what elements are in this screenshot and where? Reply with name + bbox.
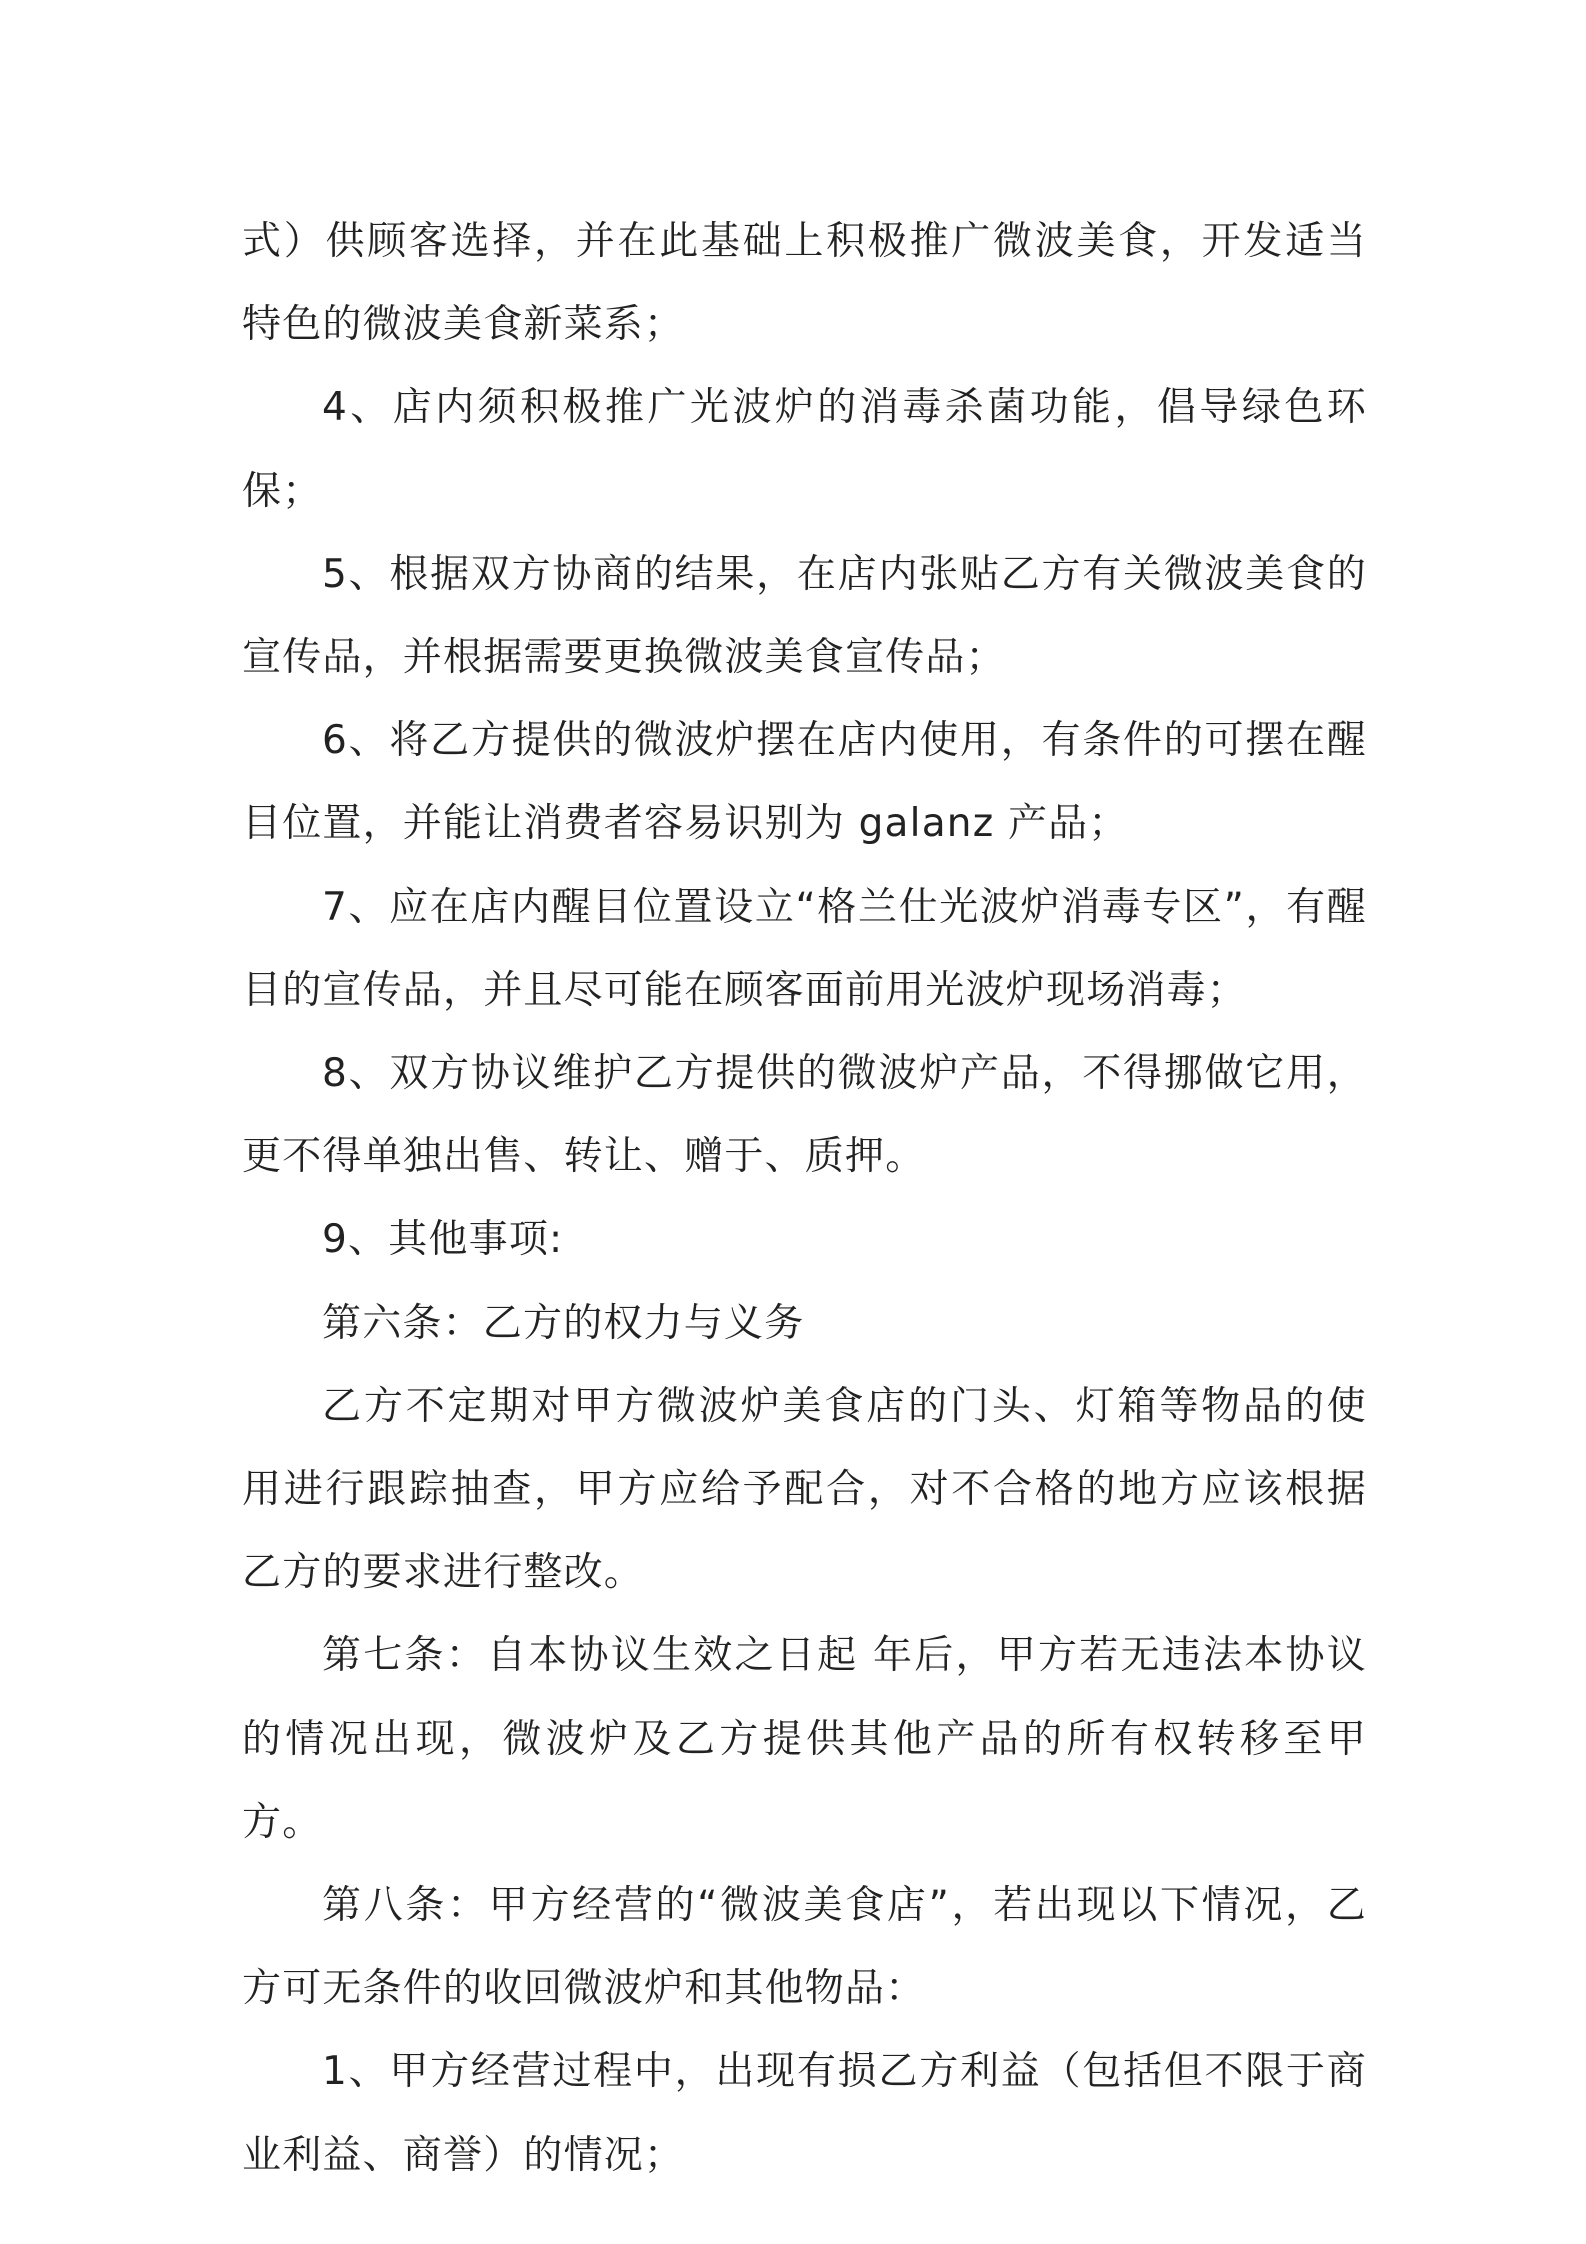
paragraph-item-7: 7、应在店内醒目位置设立“格兰仕光波炉消毒专区”，有醒目的宣传品，并且尽可能在顾客面前用光波炉现场消毒； — [242, 884, 1367, 1013]
paragraph-item-9: 9、其他事项: — [322, 1217, 564, 1263]
document-page — [242, 200, 1367, 2197]
paragraph-item-6: 6、将乙方提供的微波炉摆在店内使用，有条件的可摆在醒目位置，并能让消费者容易识别为 galanz 产品； — [242, 718, 1367, 847]
paragraph-article-8-item-1: 1、甲方经营过程中，出现有损乙方利益（包括但不限于商业利益、商誉）的情况； — [242, 2049, 1367, 2178]
paragraph-article-6-body: 乙方不定期对甲方微波炉美食店的门头、灯箱等物品的使用进行跟踪抽查，甲方应给予配合，对不合格的地方应该根据乙方的要求进行整改。 — [242, 1383, 1367, 1596]
paragraph-article-7: 第七条：自本协议生效之日起 年后，甲方若无违法本协议的情况出现，微波炉及乙方提供其他产品的所有权转移至甲方。 — [242, 1633, 1367, 1845]
section-heading-article-6: 第六条：乙方的权力与义务 — [322, 1300, 805, 1346]
paragraph-item-5: 5、根据双方协商的结果，在店内张贴乙方有关微波美食的宣传品，并根据需要更换微波美食宣传品； — [242, 551, 1367, 681]
paragraph-item-4: 4、店内须积极推广光波炉的消毒杀菌功能，倡导绿色环保； — [242, 385, 1367, 514]
paragraph-item-8: 8、双方协议维护乙方提供的微波炉产品，不得挪做它用，更不得单独出售、转让、赠于、质押。 — [242, 1051, 1367, 1180]
paragraph-article-8: 第八条：甲方经营的“微波美食店”，若出现以下情况，乙方可无条件的收回微波炉和其他物品： — [242, 1883, 1367, 2012]
paragraph-continuation: 式）供顾客选择，并在此基础上积极推广微波美食，开发适当特色的微波美食新菜系； — [242, 219, 1367, 348]
